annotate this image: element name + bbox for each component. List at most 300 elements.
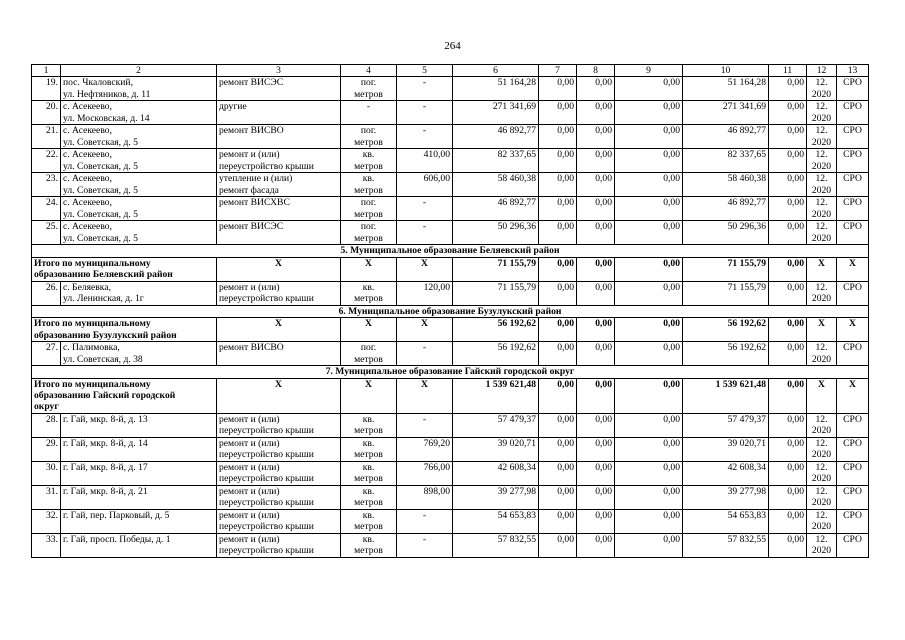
unit-line: метров: [354, 353, 383, 365]
cell-x: Х: [397, 257, 453, 281]
unit-line: кв.: [362, 173, 375, 185]
method: СРО: [837, 342, 869, 366]
address: [61, 125, 217, 149]
table-row: [32, 77, 869, 101]
cell-value: 0,00: [615, 533, 683, 557]
column-number: 8: [577, 65, 615, 77]
method: СРО: [837, 281, 869, 305]
unit-line: метров: [354, 136, 383, 148]
term-line: 12.: [815, 197, 828, 209]
cell-value: 0,00: [615, 257, 683, 281]
method: СРО: [837, 461, 869, 485]
cell-value: 0,00: [577, 413, 615, 437]
cell-value: 0,00: [769, 197, 807, 221]
address-line: г. Гай, пер. Парковый, д. 5: [63, 509, 170, 521]
row-number: 19.: [32, 77, 61, 101]
work-type-line: ремонт фасада: [219, 184, 279, 196]
total-label-line: Итого по муниципальному: [34, 378, 151, 390]
unit: [341, 413, 397, 437]
work-type-line: ремонт и (или): [219, 437, 280, 449]
cell-value: 0,00: [577, 281, 615, 305]
cell-value: 0,00: [615, 221, 683, 245]
unit-line: кв.: [362, 509, 375, 521]
unit: [341, 125, 397, 149]
column-number: 5: [397, 65, 453, 77]
cell-value: 0,00: [577, 149, 615, 173]
cell-value: 0,00: [577, 77, 615, 101]
address: [61, 461, 217, 485]
area: 769,20: [397, 437, 453, 461]
term-line: 2020: [811, 353, 832, 365]
total-label: [32, 257, 217, 281]
work-type: [217, 461, 341, 485]
method: СРО: [837, 485, 869, 509]
table-row: [32, 173, 869, 197]
table-row: [32, 342, 869, 366]
cell-x: Х: [807, 378, 837, 413]
cell-value: 0,00: [769, 101, 807, 125]
total-label-line: образованию Гайский городской: [34, 390, 176, 402]
table-row: [32, 461, 869, 485]
column-number: 2: [61, 65, 217, 77]
term-line: 2020: [811, 425, 832, 437]
address: [61, 281, 217, 305]
row-number: 29.: [32, 437, 61, 461]
unit: [341, 281, 397, 305]
work-type-line: ремонт и (или): [219, 413, 280, 425]
cell-value: 0,00: [539, 173, 577, 197]
cell-value: 0,00: [577, 485, 615, 509]
cell-value: 0,00: [769, 509, 807, 533]
row-number: 27.: [32, 342, 61, 366]
cell-value: 0,00: [539, 197, 577, 221]
address-line: ул. Нефтяников, д. 11: [63, 88, 151, 100]
term-line: 12.: [815, 281, 828, 293]
cell-value: 0,00: [577, 437, 615, 461]
method: СРО: [837, 197, 869, 221]
address: [61, 149, 217, 173]
unit: [341, 173, 397, 197]
term-line: 2020: [811, 160, 832, 172]
work-type-line: ремонт и (или): [219, 509, 280, 521]
cell-value: 0,00: [539, 318, 577, 342]
table-row: [32, 281, 869, 305]
row-number: 25.: [32, 221, 61, 245]
work-type: [217, 101, 341, 125]
work-type: [217, 125, 341, 149]
cell-value: 0,00: [769, 378, 807, 413]
total-cost: 1 539 621,48: [453, 378, 539, 413]
unit-line: метров: [354, 449, 383, 461]
cell-value: 0,00: [615, 461, 683, 485]
work-type-line: переустройство крыши: [219, 160, 314, 172]
column-number: 7: [539, 65, 577, 77]
term-line: 2020: [811, 545, 832, 557]
method: СРО: [837, 125, 869, 149]
row-number: 22.: [32, 149, 61, 173]
work-type-line: переустройство крыши: [219, 473, 314, 485]
work-type-line: другие: [219, 101, 247, 113]
term-line: 12.: [815, 125, 828, 137]
cell-value: 0,00: [769, 437, 807, 461]
row-number: 28.: [32, 413, 61, 437]
cost: 56 192,62: [453, 342, 539, 366]
method: СРО: [837, 77, 869, 101]
work-type: [217, 281, 341, 305]
term-line: 12.: [815, 509, 828, 521]
cell-value: 0,00: [539, 413, 577, 437]
table-row: [32, 509, 869, 533]
total-row: [32, 378, 869, 413]
row-number: 24.: [32, 197, 61, 221]
cell-value: 0,00: [577, 101, 615, 125]
cell-x: Х: [397, 378, 453, 413]
cell-value: 0,00: [539, 461, 577, 485]
address-line: г. Гай, мкр. 8-й, д. 21: [63, 485, 148, 497]
section-title: 5. Муниципальное образование Беляевский район: [32, 245, 869, 257]
cell-value: 0,00: [615, 149, 683, 173]
cell-value: 0,00: [615, 173, 683, 197]
row-number: 26.: [32, 281, 61, 305]
term: [807, 77, 837, 101]
term-line: 12.: [815, 101, 828, 113]
cell-x: Х: [807, 318, 837, 342]
term: [807, 197, 837, 221]
cell-value: 0,00: [577, 318, 615, 342]
cell-value: 0,00: [539, 125, 577, 149]
term-line: 2020: [811, 112, 832, 124]
work-type-line: утепление и (или): [219, 173, 293, 185]
cell-value: 0,00: [769, 318, 807, 342]
cell-value: 0,00: [769, 221, 807, 245]
work-type-line: ремонт и (или): [219, 149, 280, 161]
term-line: 12.: [815, 342, 828, 354]
cost-total: 39 277,98: [683, 485, 769, 509]
cost: 51 164,28: [453, 77, 539, 101]
row-number: 31.: [32, 485, 61, 509]
total-label-line: образованию Бузулукский район: [34, 329, 177, 341]
unit: [341, 197, 397, 221]
work-type-line: переустройство крыши: [219, 521, 314, 533]
work-type-line: переустройство крыши: [219, 425, 314, 437]
work-type: [217, 437, 341, 461]
cell-x: Х: [217, 318, 341, 342]
total-cost: 71 155,79: [453, 257, 539, 281]
address-line: с. Асекеево,: [63, 101, 112, 113]
row-number: 21.: [32, 125, 61, 149]
work-type: [217, 413, 341, 437]
area: 898,00: [397, 485, 453, 509]
section-header-row: [32, 305, 869, 317]
unit-line: пог.: [360, 77, 377, 89]
term: [807, 149, 837, 173]
address-line: г. Гай, просп. Победы, д. 1: [63, 533, 171, 545]
work-type-line: ремонт и (или): [219, 461, 280, 473]
cost: 39 020,71: [453, 437, 539, 461]
term-line: 2020: [811, 208, 832, 220]
unit: [341, 461, 397, 485]
method: СРО: [837, 149, 869, 173]
unit-line: метров: [354, 473, 383, 485]
area: -: [397, 221, 453, 245]
unit: [341, 533, 397, 557]
term-line: 12.: [815, 221, 828, 233]
term-line: 2020: [811, 293, 832, 305]
work-type: [217, 77, 341, 101]
table-row: [32, 101, 869, 125]
method: СРО: [837, 437, 869, 461]
cell-x: Х: [837, 378, 869, 413]
address-line: с. Беляевка,: [63, 281, 111, 293]
unit-line: метров: [354, 208, 383, 220]
term: [807, 413, 837, 437]
unit-line: метров: [354, 293, 383, 305]
work-type-line: переустройство крыши: [219, 545, 314, 557]
address-line: ул. Советская, д. 38: [63, 353, 143, 365]
term-line: 12.: [815, 413, 828, 425]
total-label-line: Итого по муниципальному: [34, 257, 151, 269]
column-number: 6: [453, 65, 539, 77]
unit: [341, 149, 397, 173]
unit-line: кв.: [362, 461, 375, 473]
cell-value: 0,00: [539, 221, 577, 245]
cost: 57 479,37: [453, 413, 539, 437]
cost: 58 460,38: [453, 173, 539, 197]
total-label-line: округ: [34, 401, 59, 413]
address-line: с. Асекеево,: [63, 125, 112, 137]
cell-value: 0,00: [577, 461, 615, 485]
cell-value: 0,00: [769, 342, 807, 366]
address-line: с. Асекеево,: [63, 197, 112, 209]
cell-value: 0,00: [615, 342, 683, 366]
cost: 46 892,77: [453, 197, 539, 221]
work-type-line: ремонт ВИСЭС: [219, 77, 284, 89]
address-line: г. Гай, мкр. 8-й, д. 17: [63, 461, 148, 473]
unit-line: метров: [354, 521, 383, 533]
cell-value: 0,00: [615, 413, 683, 437]
total-label: [32, 318, 217, 342]
address-line: г. Гай, мкр. 8-й, д. 13: [63, 413, 148, 425]
cell-x: Х: [837, 318, 869, 342]
total-cost: 1 539 621,48: [683, 378, 769, 413]
cell-value: 0,00: [615, 197, 683, 221]
work-type-line: переустройство крыши: [219, 293, 314, 305]
cell-value: 0,00: [539, 342, 577, 366]
cost: 57 832,55: [453, 533, 539, 557]
cell-x: Х: [397, 318, 453, 342]
cell-value: 0,00: [577, 125, 615, 149]
address-line: ул. Московская, д. 14: [63, 112, 150, 124]
unit: [341, 437, 397, 461]
cost-total: 54 653,83: [683, 509, 769, 533]
unit-line: метров: [354, 497, 383, 509]
term-line: 12.: [815, 437, 828, 449]
capital-repair-table: [31, 64, 869, 558]
address: [61, 221, 217, 245]
unit: [341, 77, 397, 101]
address: [61, 101, 217, 125]
row-number: 30.: [32, 461, 61, 485]
table-row: [32, 197, 869, 221]
area: 766,00: [397, 461, 453, 485]
cell-value: 0,00: [539, 77, 577, 101]
cell-value: 0,00: [615, 77, 683, 101]
cell-value: 0,00: [539, 149, 577, 173]
work-type: [217, 533, 341, 557]
unit: [341, 342, 397, 366]
method: СРО: [837, 533, 869, 557]
work-type-line: ремонт и (или): [219, 533, 280, 545]
column-number: 10: [683, 65, 769, 77]
term: [807, 281, 837, 305]
work-type-line: переустройство крыши: [219, 497, 314, 509]
row-number: 33.: [32, 533, 61, 557]
term: [807, 101, 837, 125]
unit-line: кв.: [362, 533, 375, 545]
cell-value: 0,00: [539, 485, 577, 509]
term: [807, 221, 837, 245]
term-line: 2020: [811, 473, 832, 485]
term-line: 12.: [815, 149, 828, 161]
cell-x: Х: [341, 378, 397, 413]
cell-value: 0,00: [577, 197, 615, 221]
method: СРО: [837, 101, 869, 125]
address-line: с. Асекеево,: [63, 173, 112, 185]
total-label: [32, 378, 217, 413]
term: [807, 485, 837, 509]
area: -: [397, 342, 453, 366]
column-number: 11: [769, 65, 807, 77]
unit-line: метров: [354, 232, 383, 244]
work-type: [217, 342, 341, 366]
work-type-line: ремонт ВИСВО: [219, 342, 284, 354]
work-type: [217, 485, 341, 509]
address: [61, 485, 217, 509]
address: [61, 173, 217, 197]
address-line: с. Палимовка,: [63, 342, 120, 354]
cell-value: 0,00: [769, 461, 807, 485]
area: -: [397, 77, 453, 101]
unit-line: метров: [354, 545, 383, 557]
cell-value: 0,00: [577, 509, 615, 533]
unit: [341, 509, 397, 533]
area: -: [397, 533, 453, 557]
unit-line: кв.: [362, 281, 375, 293]
area: -: [397, 413, 453, 437]
address-line: ул. Советская, д. 5: [63, 232, 138, 244]
address-line: ул. Советская, д. 5: [63, 184, 138, 196]
address-line: г. Гай, мкр. 8-й, д. 14: [63, 437, 148, 449]
total-cost: 56 192,62: [453, 318, 539, 342]
cost: 271 341,69: [453, 101, 539, 125]
address-line: с. Асекеево,: [63, 149, 112, 161]
cell-value: 0,00: [769, 533, 807, 557]
term-line: 2020: [811, 449, 832, 461]
total-label-line: Итого по муниципальному: [34, 318, 151, 330]
header-row: [32, 65, 869, 77]
cell-value: 0,00: [769, 149, 807, 173]
cell-value: 0,00: [577, 378, 615, 413]
unit-line: метров: [354, 425, 383, 437]
work-type: [217, 149, 341, 173]
term-line: 12.: [815, 485, 828, 497]
unit-line: кв.: [362, 485, 375, 497]
term-line: 2020: [811, 497, 832, 509]
cost: 39 277,98: [453, 485, 539, 509]
term-line: 12.: [815, 533, 828, 545]
cell-value: 0,00: [539, 437, 577, 461]
cost-total: 57 832,55: [683, 533, 769, 557]
cost-total: 71 155,79: [683, 281, 769, 305]
area: 606,00: [397, 173, 453, 197]
cost: 46 892,77: [453, 125, 539, 149]
column-number: 13: [837, 65, 869, 77]
total-row: [32, 257, 869, 281]
cell-value: 0,00: [615, 485, 683, 509]
term: [807, 125, 837, 149]
cell-value: 0,00: [769, 413, 807, 437]
work-type-line: переустройство крыши: [219, 449, 314, 461]
cost: 42 608,34: [453, 461, 539, 485]
term-line: 2020: [811, 232, 832, 244]
column-number: 3: [217, 65, 341, 77]
method: СРО: [837, 413, 869, 437]
address: [61, 342, 217, 366]
term-line: 12.: [815, 461, 828, 473]
column-number: 1: [32, 65, 61, 77]
row-number: 23.: [32, 173, 61, 197]
term: [807, 342, 837, 366]
unit-line: кв.: [362, 149, 375, 161]
table-row: [32, 125, 869, 149]
address-line: ул. Советская, д. 5: [63, 160, 138, 172]
table-row: [32, 485, 869, 509]
cost-total: 39 020,71: [683, 437, 769, 461]
area: -: [397, 101, 453, 125]
unit: [341, 221, 397, 245]
cost-total: 51 164,28: [683, 77, 769, 101]
unit-line: кв.: [362, 413, 375, 425]
table-row: [32, 533, 869, 557]
column-number: 4: [341, 65, 397, 77]
work-type-line: ремонт ВИСВО: [219, 125, 284, 137]
cell-value: 0,00: [539, 378, 577, 413]
column-number: 12: [807, 65, 837, 77]
area: -: [397, 197, 453, 221]
cell-value: 0,00: [615, 318, 683, 342]
cell-value: 0,00: [769, 485, 807, 509]
unit: [341, 485, 397, 509]
unit-line: -: [366, 101, 371, 113]
table-row: [32, 413, 869, 437]
term-line: 12.: [815, 173, 828, 185]
work-type: [217, 221, 341, 245]
row-number: 32.: [32, 509, 61, 533]
address-line: ул. Советская, д. 5: [63, 136, 138, 148]
total-cost: 71 155,79: [683, 257, 769, 281]
term: [807, 509, 837, 533]
work-type: [217, 509, 341, 533]
address: [61, 509, 217, 533]
cell-x: Х: [341, 257, 397, 281]
cost-total: 82 337,65: [683, 149, 769, 173]
cell-x: Х: [807, 257, 837, 281]
cell-value: 0,00: [577, 533, 615, 557]
method: СРО: [837, 173, 869, 197]
term: [807, 437, 837, 461]
method: СРО: [837, 509, 869, 533]
section-header-row: [32, 366, 869, 378]
